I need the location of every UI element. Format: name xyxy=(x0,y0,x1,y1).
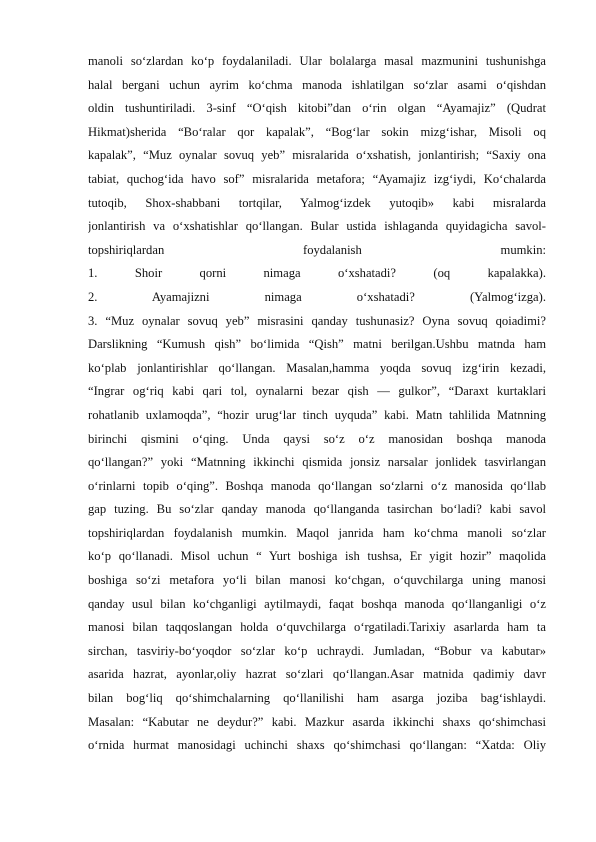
text-line: Masalan: “Kabutar ne deydur?” kabi. Mazkur asarda ikkinchi shaxs qo‘shimchasi xyxy=(88,714,546,729)
text-line: 1. Shoir qorni nimaga o‘xshatadi? (oq kapalakka). xyxy=(88,266,546,281)
text-line: manosi bilan taqqoslangan holda o‘quvchilarga o‘rgatiladi.Tarixiy asarlarda ham ta xyxy=(88,620,546,635)
text-line: kapalak”, “Muz oynalar sovuq yeb” misralarida o‘xshatish, jonlantirish; “Saxiy ona xyxy=(88,148,546,163)
text-line: Darslikning “Kumush qish” bo‘limida “Qish” matni berilgan.Ushbu matnda ham xyxy=(88,337,546,352)
text-line: o‘rnida hurmat manosidagi uchinchi shaxs qo‘shimchasi qo‘llangan: “Xatda: Oliy xyxy=(88,738,546,753)
text-line: gap tuzing. Bu so‘zlar qanday manoda qo‘llanganda tasirchan bo‘ladi? kabi savol xyxy=(88,502,546,517)
text-line: 2. Ayamajizni nimaga o‘xshatadi? (Yalmog‘izga). xyxy=(88,289,546,304)
text-line: asarida hazrat, ayonlar,oliy hazrat so‘zlari qo‘llangan.Asar matnida qadimiy davr xyxy=(88,667,546,682)
text-line: o‘rinlarni topib o‘qing”. Boshqa manoda qo‘llangan so‘zlarni o‘z manosida qo‘llab xyxy=(88,478,546,493)
text-line: topshiriqlardan foydalanish mumkin: xyxy=(88,242,546,257)
text-line: “Ingrar og‘riq kabi qari tol, oynalarni bezar qish — gulkor”, “Daraxt kurtaklari xyxy=(88,384,546,399)
text-line: tabiat, quchog‘ida havo sof” misralarida metafora; “Ayamajiz izg‘iydi, Ko‘chalarda xyxy=(88,171,546,186)
text-line: boshiga so‘zi metafora yo‘li bilan manosi ko‘chgan, o‘quvchilarga uning manosi xyxy=(88,573,546,588)
text-line: sirchan, tasviriy-bo‘yoqdor so‘zlar ko‘p uchraydi. Jumladan, “Bobur va kabutar» xyxy=(88,643,546,658)
text-line: bilan bog‘liq qo‘shimchalarning qo‘llanilishi ham asarga joziba bag‘ishlaydi. xyxy=(88,691,546,706)
text-line: topshiriqlardan foydalanish mumkin. Maqol janrida ham ko‘chma manoli so‘zlar xyxy=(88,525,546,540)
text-line: jonlantirish va o‘xshatishlar qo‘llangan. Bular ustida ishlaganda quyidagicha savol- xyxy=(88,219,546,234)
text-line: ko‘plab jonlantirishlar qo‘llangan. Masalan,hamma yoqda sovuq izg‘irin kezadi, xyxy=(88,360,546,375)
text-line: birinchi qismini o‘qing. Unda qaysi so‘z o‘z manosidan boshqa manoda xyxy=(88,431,546,446)
text-line: halal bergani uchun ayrim ko‘chma manoda ishlatilgan so‘zlar asami o‘qishdan xyxy=(88,77,546,92)
text-line: oldin tushuntiriladi. 3-sinf “O‘qish kitobi”dan o‘rin olgan “Ayamajiz” (Qudrat xyxy=(88,101,546,116)
text-line: qanday usul bilan ko‘chganligi aytilmaydi, faqat boshqa manoda qo‘llanganligi o‘z xyxy=(88,596,546,611)
body-text xyxy=(88,50,546,758)
text-line: Hikmat)sherida “Bo‘ralar qor kapalak”, “Bog‘lar sokin mizg‘ishar, Misoli oq xyxy=(88,124,546,139)
text-line: manoli so‘zlardan ko‘p foydalaniladi. Ular bolalarga masal mazmunini tushunishga xyxy=(88,54,546,68)
text-line: rohatlanib uxlamoqda”, “hozir urug‘lar tinch uyquda” kabi. Matn tahlilida Matnning xyxy=(88,407,546,422)
text-line: ko‘p qo‘llanadi. Misol uchun “ Yurt boshiga ish tushsa, Er yigit hozir” maqolida xyxy=(88,549,546,564)
text-line: 3. “Muz oynalar sovuq yeb” misrasini qanday tushunasiz? Oyna sovuq qoiadimi? xyxy=(88,313,546,328)
text-line: tutoqib, Shox-shabbani tortqilar, Yalmog‘izdek yutoqib» kabi misralarda xyxy=(88,195,546,210)
text-line: qo‘llangan?” yoki “Matnning ikkinchi qismida jonsiz narsalar jonlidek tasvirlangan xyxy=(88,455,546,470)
